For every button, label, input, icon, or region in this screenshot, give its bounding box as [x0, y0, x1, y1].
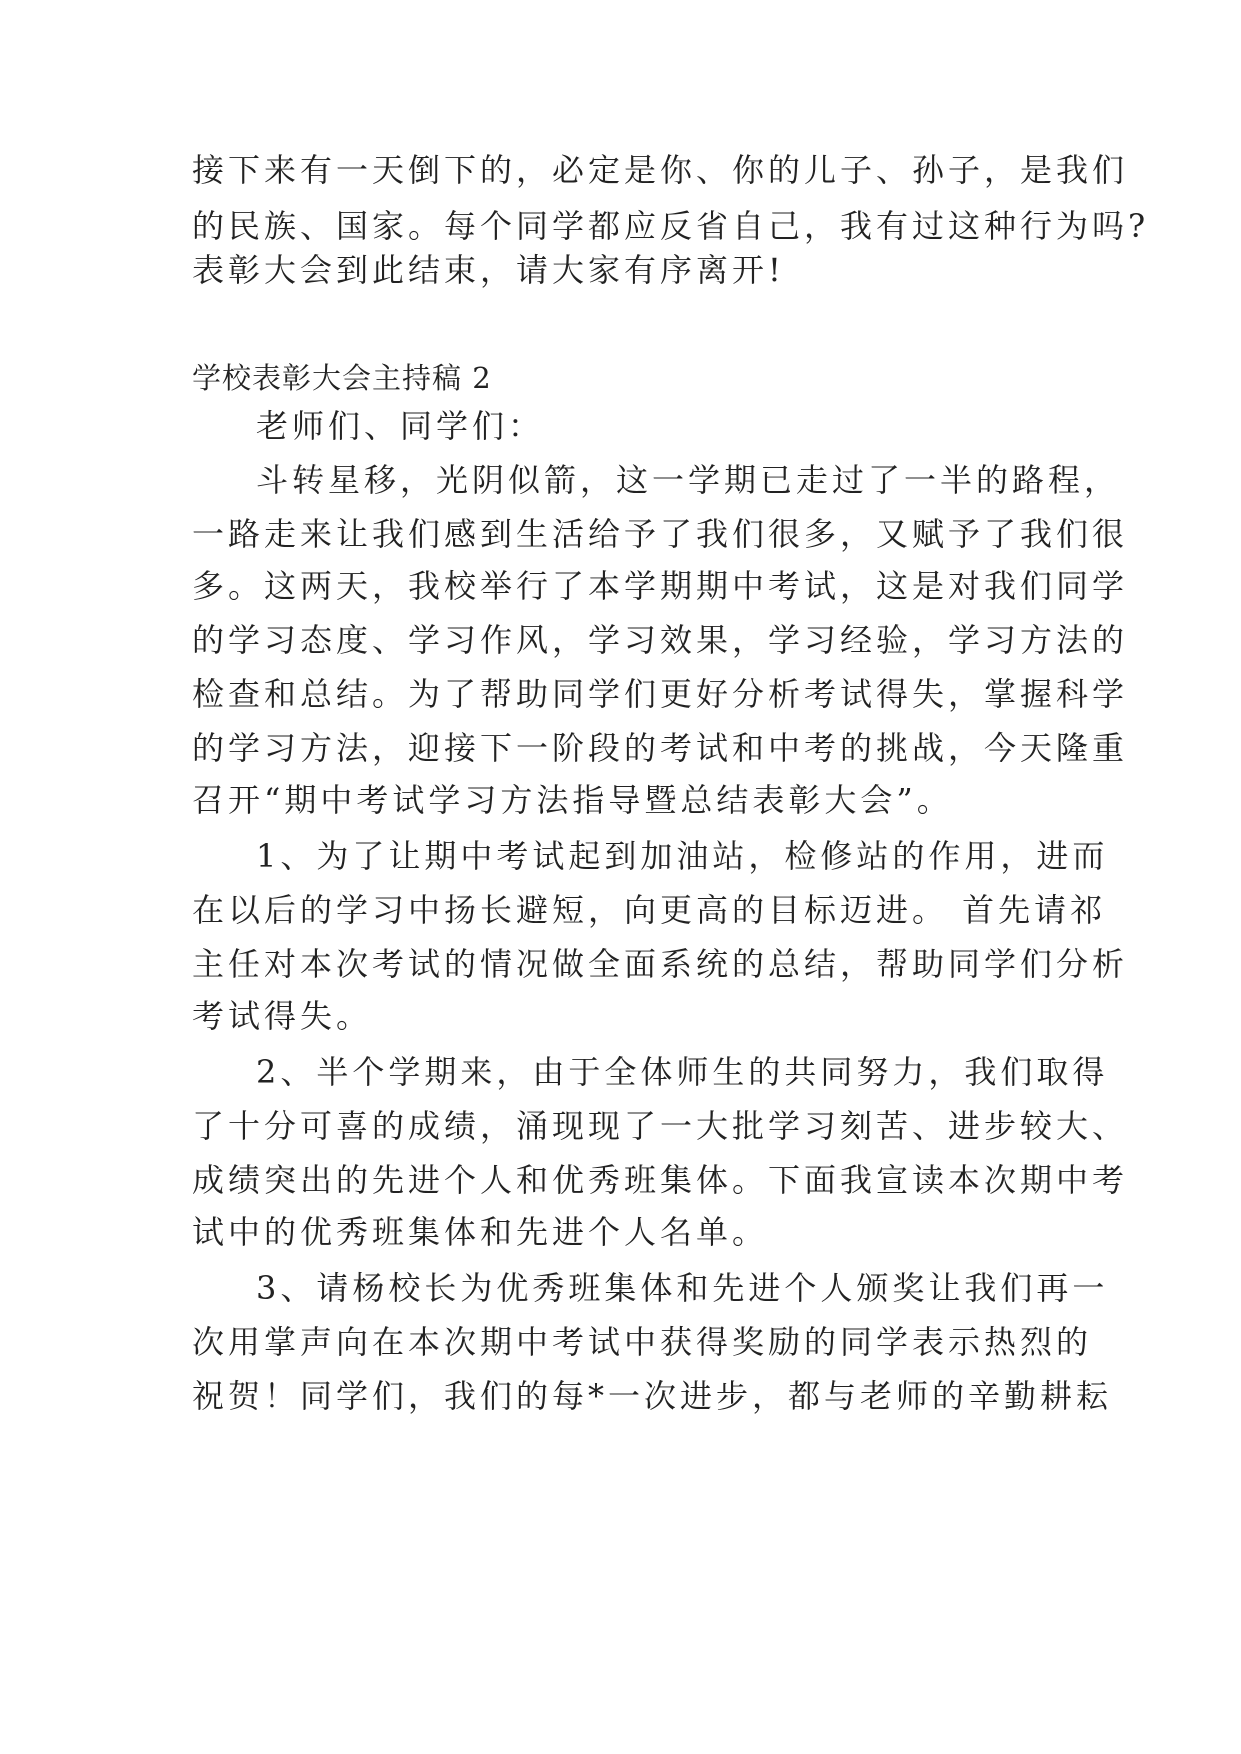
text-line: 祝贺！同学们，我们的每*一次进步，都与老师的辛勤耕耘 — [192, 1377, 1113, 1415]
text-line: 的民族、国家。每个同学都应反省自己，我有过这种行为吗? — [192, 207, 1150, 245]
text-line: 表彰大会到此结束，请大家有序离开! — [192, 251, 785, 289]
section-title: 学校表彰大会主持稿 2 — [192, 361, 492, 395]
text-line: 3、请杨校长为优秀班集体和先进个人颁奖让我们再一 — [256, 1269, 1109, 1307]
text-line: 一路走来让我们感到生活给予了我们很多，又赋予了我们很 — [192, 515, 1129, 553]
text-line: 斗转星移，光阴似箭，这一学期已走过了一半的路程， — [256, 461, 1121, 499]
text-line: 的学习态度、学习作风，学习效果，学习经验，学习方法的 — [192, 621, 1129, 659]
text-line: 的学习方法，迎接下一阶段的考试和中考的挑战，今天隆重 — [192, 729, 1129, 767]
text-line: 成绩突出的先进个人和优秀班集体。下面我宣读本次期中考 — [192, 1161, 1129, 1199]
text-line: 多。这两天，我校举行了本学期期中考试，这是对我们同学 — [192, 567, 1129, 605]
text-line: 在以后的学习中扬长避短，向更高的目标迈进。 首先请祁 — [192, 891, 1107, 929]
text-line: 次用掌声向在本次期中考试中获得奖励的同学表示热烈的 — [192, 1323, 1093, 1361]
text-line: 召开“期中考试学习方法指导暨总结表彰大会”。 — [192, 781, 953, 819]
text-line: 试中的优秀班集体和先进个人名单。 — [192, 1213, 769, 1251]
text-line: 1、为了让期中考试起到加油站，检修站的作用，进而 — [256, 837, 1109, 875]
text-line: 接下来有一天倒下的，必定是你、你的儿子、孙子，是我们 — [192, 151, 1129, 189]
greeting: 老师们、同学们： — [256, 407, 545, 445]
text-line: 主任对本次考试的情况做全面系统的总结，帮助同学们分析 — [192, 945, 1129, 983]
text-line: 检查和总结。为了帮助同学们更好分析考试得失，掌握科学 — [192, 675, 1129, 713]
text-line: 考试得失。 — [192, 997, 373, 1035]
text-line: 2、半个学期来，由于全体师生的共同努力，我们取得 — [256, 1053, 1109, 1091]
text-line: 了十分可喜的成绩，涌现现了一大批学习刻苦、进步较大、 — [192, 1107, 1129, 1145]
